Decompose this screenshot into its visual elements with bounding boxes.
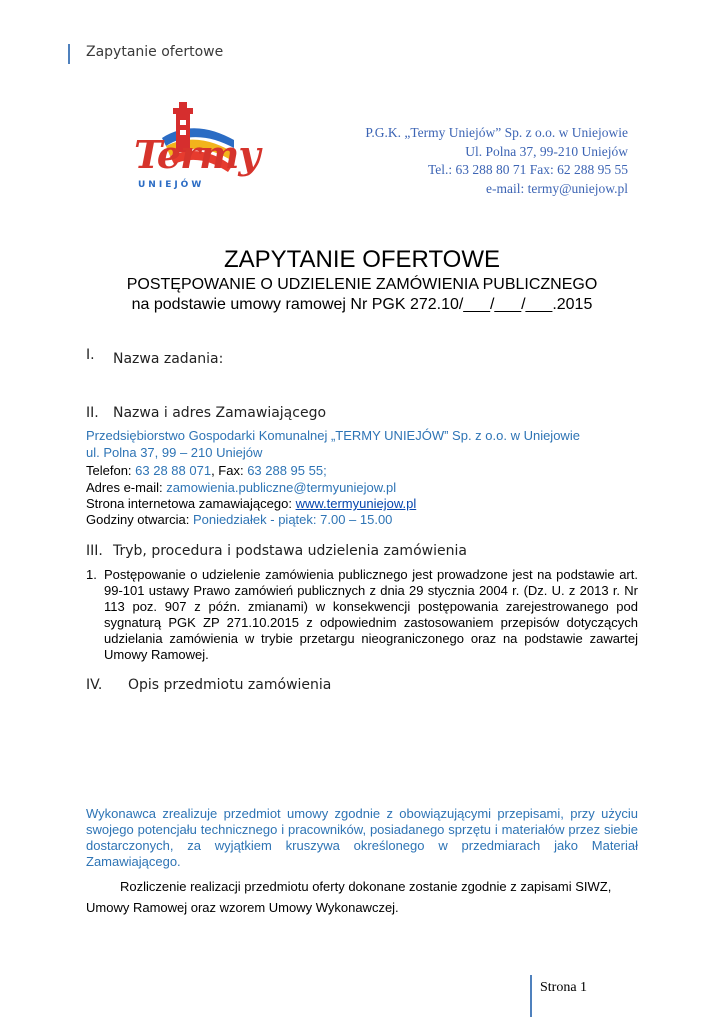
subtitle-line-2: na podstawie umowy ramowej Nr PGK 272.10/___/___/___.2015 (131, 296, 593, 313)
email-label: Adres e-mail: (86, 480, 167, 495)
company-address: Ul. Polna 37, 99-210 Uniejów (465, 143, 628, 159)
document-title: ZAPYTANIE OFERTOWE (223, 246, 501, 273)
document-subtitle (0, 275, 724, 315)
section-3-item (86, 567, 638, 663)
orderer-email-line (86, 480, 396, 496)
item-number: 1. (86, 567, 97, 582)
logo-subword: UNIEJÓW (138, 180, 205, 190)
header-rule (68, 44, 70, 64)
section-4-title: Opis przedmiotu zamówienia (128, 677, 332, 693)
termy-logo (132, 100, 260, 196)
hours-value: Poniedziałek - piątek: 7.00 – 15.00 (192, 512, 393, 527)
website-link[interactable]: www.termyuniejow.pl (295, 496, 417, 511)
company-name: P.G.K. „Termy Uniejów” Sp. z o.o. w Uniejowie (365, 125, 628, 140)
company-phone: Tel.: 63 288 80 71 Fax: 62 288 95 55 (427, 162, 628, 177)
orderer-name: Przedsiębiorstwo Gospodarki Komunalnej „TERMY UNIEJÓW” Sp. z o.o. w Uniejowie (86, 428, 580, 443)
page-number: Strona 1 (540, 980, 588, 995)
orderer-hours-line (86, 512, 392, 528)
contractor-paragraph: Wykonawca zrealizuje przedmiot umowy zgodnie z obowiązującymi przepisami, przy użyciu swojego potencjału technicznego i pracowników, posiadanego sprzętu i materiałów przez siebie dostarczonych, za wyjątkiem kruszywa określonego w przedmiarach jako Materiał Zamawiającego. (86, 806, 638, 869)
web-label: Strona internetowa zamawiającego: (86, 496, 296, 511)
item-text: Postępowanie o udzielenie zamówienia publicznego jest prowadzone jest na podstawie art. 99-101 ustawy Prawo zamówień publicznych z dnia 29 stycznia 2004 r. (Dz. U. z 2013 r. Nr 113 poz. 907 z późn. zmianami) w konsekwencji postępowania zarejestrowanego pod sygnaturą PGK ZP 271.10.2015 z odpowiednim zastosowaniem przepisów dotyczących udzielania zamówienia w trybie przetargu nieograniczonego oraz na podstawie zawartej Umowy Ramowej. (104, 567, 638, 662)
section-3-number: III. (86, 543, 103, 559)
orderer-web-line (86, 496, 416, 512)
hours-label: Godziny otwarcia: (86, 512, 193, 527)
section-3-title: Tryb, procedura i podstawa udzielenia zamówienia (113, 543, 467, 559)
company-info (365, 124, 628, 198)
fax-label: , Fax: (211, 463, 248, 478)
fax-value: 63 288 95 55; (247, 463, 327, 478)
subtitle-line-1: POSTĘPOWANIE O UDZIELENIE ZAMÓWIENIA PUBLICZNEGO (126, 276, 598, 293)
settlement-paragraph (86, 876, 638, 918)
settlement-text: Rozliczenie realizacji przedmiotu oferty dokonane zostanie zgodnie z zapisami SIWZ, Umowy Ramowej oraz wzorem Umowy Wykonawczej. (86, 879, 612, 915)
header-title: Zapytanie ofertowe (86, 44, 224, 60)
email-value[interactable]: zamowienia.publiczne@termyuniejow.pl (166, 480, 397, 495)
section-2-title: Nazwa i adres Zamawiającego (113, 405, 327, 421)
phone-value: 63 28 88 071 (135, 463, 212, 478)
section-1-title: Nazwa zadania: (113, 351, 224, 367)
orderer-phone-line (86, 463, 327, 479)
company-email: e-mail: termy@uniejow.pl (485, 180, 628, 196)
section-1-number: I. (86, 347, 95, 363)
section-2-number: II. (86, 405, 99, 421)
phone-label: Telefon: (86, 463, 136, 478)
logo-word: Termy (134, 132, 260, 177)
orderer-address: ul. Polna 37, 99 – 210 Uniejów (86, 445, 263, 460)
section-4-number: IV. (86, 677, 103, 693)
footer-rule (530, 975, 532, 1017)
